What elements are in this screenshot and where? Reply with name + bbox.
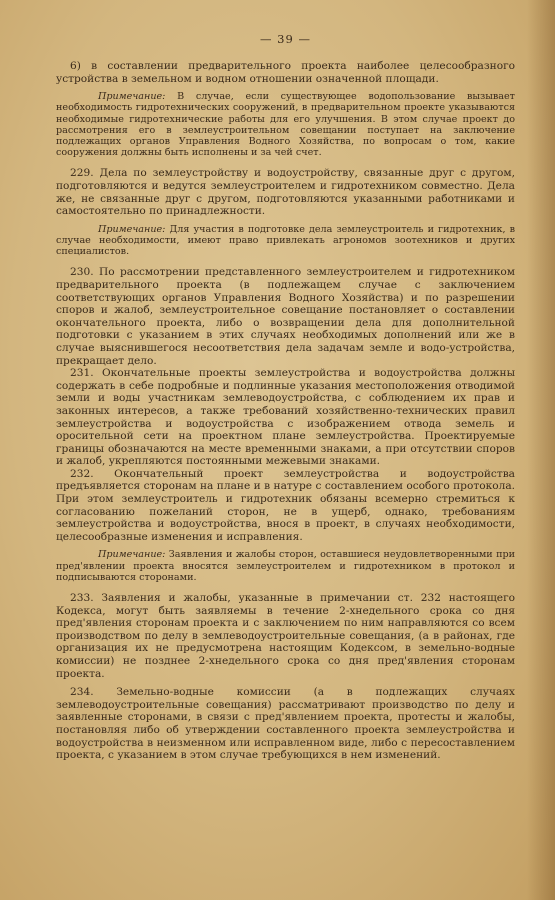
note-text: Для участия в подготовке дела землеустроитель и гидротехник, в случае необходимости, имеют право привлекать агрономов зоотехников и других специалистов. bbox=[56, 223, 515, 258]
note-text: В случае, если существующее водопользование вызывает необходимость гидротехнических сооружений, в предварительном проекте указываются необходимые гидротехнические работы для его улучшения. В этом случае проект до рассмотрения его в землеустроительном совещании поступает на заключение подлежащих органов Управления Водного Хозяйства, по вопросам о том, какие сооружения должны быть исполнены и за чей счет. bbox=[56, 91, 515, 159]
note-232 bbox=[56, 549, 515, 583]
note-label: Примечание: bbox=[98, 549, 166, 561]
paragraph-234: 234. Земельно-водные комиссии (а в подлежащих случаях землеводоустроительные совещания) рассматривают производство по делу и заявленные сторонами, в связи с пред'явлением проекта, протесты и жалобы, постановляя либо об утверждении составленного проекта землеустройства и водоустройства в неизменном или исправленном виде, либо с пересоставлением проекта, с указанием в этом случае требующихся в нем изменений. bbox=[56, 686, 515, 762]
paragraph-229: 229. Дела по землеустройству и водоустройству, связанные друг с другом, подготовляются и ведутся землеустроителем и гидротехником совместно. Дела же, не связанные друг с другом, подготовляются указанными работниками и самостоятельно по принадлежности. bbox=[56, 167, 515, 218]
paragraph-231: 231. Окончательные проекты землеустройства и водоустройства должны содержать в себе подробные и подлинные указания местоположения отводимой земли и воды участникам землеводоустройства, с соблюдением их прав и законных интересов, а также требований хозяйственно-технических правил землеустройства и водоустройства с изображением отвода земель и оросительной сети на проектном плане землеустройства. Проектируемые границы обозначаются на месте временными знаками, а при отсутствии споров и жалоб, укрепляются постоянными межевыми знаками. bbox=[56, 367, 515, 468]
paragraph-233: 233. Заявления и жалобы, указанные в примечании ст. 232 настоящего Кодекса, могут быть заявляемы в течение 2-хнедельного срока со дня пред'явления сторонам проекта и с заключением по ним направляются со всем производством по делу в землеводоустроительные совещания, (а в районах, где организация их не предусмотрена настоящим Кодексом, в земельно-водные комиссии) не позднее 2-хнедельного срока со дня пред'явления сторонам проекта. bbox=[56, 592, 515, 680]
paragraph-232: 232. Окончательный проект землеустройства и водоустройства предъявляется сторонам на плане и в натуре с составлением особого протокола. При этом землеустроитель и гидротехник обязаны всемерно стремиться к согласованию пожеланий сторон, не в ущерб, однако, требованиям землеустройства и водоустройства, внося в проект, в случаях необходимости, целесообразные изменения и исправления. bbox=[56, 467, 515, 543]
note-label: Примечание: bbox=[98, 223, 166, 235]
paragraph-230: 230. По рассмотрении представленного землеустроителем и гидротехником предварительного проекта (в подлежащем случае с заключением соответствующих органов Управления Водного Хозяйства) и по разрешении споров и жалоб, землеустроительное совещание постановляет о составлении окончательного проекта, либо о возвращении дела для дополнительной подготовки с указанием в этих случаях необходимых дополнений или же в случае выяснившегося несоответствия дела задачам земле и водо-устройства, прекращает дело. bbox=[56, 266, 515, 367]
note-229 bbox=[56, 224, 515, 258]
note-label: Примечание: bbox=[98, 91, 166, 103]
note-228 bbox=[56, 91, 515, 158]
page-number: — 39 — bbox=[260, 32, 311, 46]
paragraph-228-item-6: 6) в составлении предварительного проекта наиболее целесообразного устройства в земельном и водном отношении означенной площади. bbox=[56, 60, 515, 85]
note-text: Заявления и жалобы сторон, оставшиеся неудовлетворенными при пред'явлении проекта вносятся землеустроителем и гидротехником в протокол и подписываются сторонами. bbox=[56, 549, 515, 583]
